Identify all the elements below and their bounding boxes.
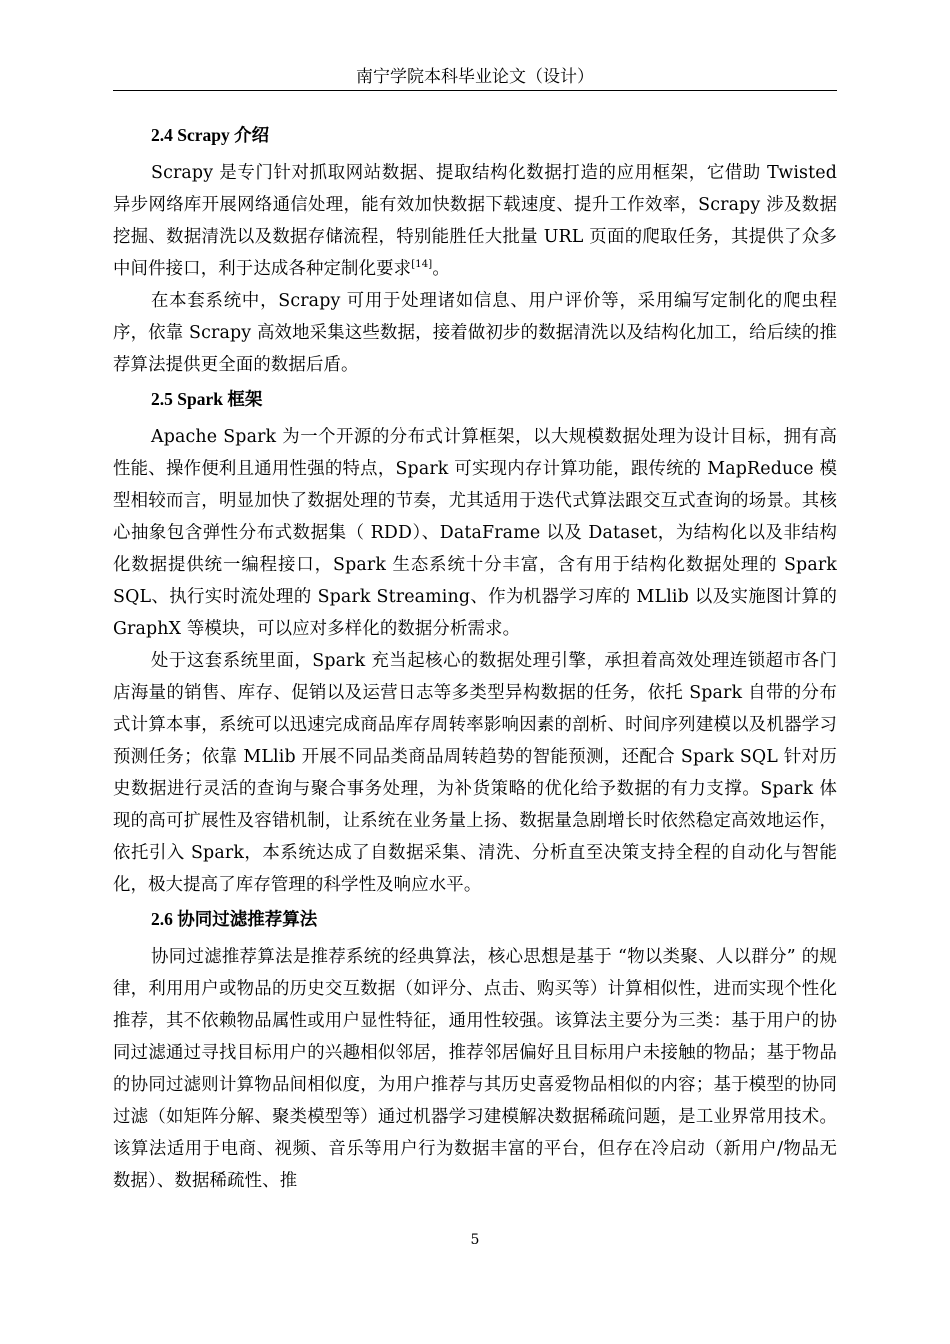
paragraph: 处于这套系统里面，Spark 充当起核心的数据处理引擎，承担着高效处理连锁超市各门店海量的销售、库存、促销以及运营日志等多类型异构数据的任务，依托 Spark 自带的分布式计算本事，系统可以迅速完成商品库存周转率影响因素的剖析、时间序列建模以及机器学习预测任务；依靠 MLlib 开展不同品类商品周转趋势的智能预测，还配合 Spark SQL 针对历史数据进行灵活的查询与聚合事务处理，为补货策略的优化给予数据的有力支撑。Spark 体现的高可扩展性及容错机制，让系统在业务量上扬、数据量急剧增长时依然稳定高效地运作，依托引入 Spark，本系统达成了自数据采集、清洗、分析直至决策支持全程的自动化与智能化，极大提高了库存管理的科学性及响应水平。 (113, 651, 837, 895)
paragraph: Apache Spark 为一个开源的分布式计算框架，以大规模数据处理为设计目标，拥有高性能、操作便利且通用性强的特点，Spark 可实现内存计算功能，跟传统的 MapReduce 模型相较而言，明显加快了数据处理的节奏，尤其适用于迭代式算法跟交互式查询的场景。其核心抽象包含弹性分布式数据集（ RDD）、DataFrame 以及 Dataset，为结构化以及非结构化数据提供统一编程接口，Spark 生态系统十分丰富，含有用于结构化数据处理的 Spark SQL、执行实时流处理的 Spark Streaming、作为机器学习库的 MLlib 以及实施图计算的 GraphX 等模块，可以应对多样化的数据分析需求。 (113, 427, 837, 639)
section-heading: 2.6 协同过滤推荐算法 (151, 909, 318, 929)
section-2-6 (113, 903, 837, 1197)
header-rule (113, 90, 837, 91)
paragraph (113, 157, 837, 285)
paragraph-text: Scrapy 是专门针对抓取网站数据、提取结构化数据打造的应用框架，它借助 Twisted 异步网络库开展网络通信处理，能有效加快数据下载速度、提升工作效率，Scrapy 涉及数据挖掘、数据清洗以及数据存储流程，特别能胜任大批量 URL 页面的爬取任务，其提供了众多中间件接口，利于达成各种定制化要求 (113, 163, 837, 279)
running-header: 南宁学院本科毕业论文（设计） (356, 67, 594, 87)
paragraph-tail: 。 (432, 259, 450, 279)
paragraph: 协同过滤推荐算法是推荐系统的经典算法，核心思想是基于 “物以类聚、人以群分” 的规律，利用用户或物品的历史交互数据（如评分、点击、购买等）计算相似性，进而实现个性化推荐，其不依赖物品属性或用户显性特征，通用性较强。该算法主要分为三类：基于用户的协同过滤通过寻找目标用户的兴趣相似邻居，推荐邻居偏好且目标用户未接触的物品；基于物品的协同过滤则计算物品间相似度，为用户推荐与其历史喜爱物品相似的内容；基于模型的协同过滤（如矩阵分解、聚类模型等）通过机器学习建模解决数据稀疏问题，是工业界常用技术。该算法适用于电商、视频、音乐等用户行为数据丰富的平台，但存在冷启动（新用户/物品无数据）、数据稀疏性、推 (113, 947, 837, 1191)
section-2-5 (113, 383, 837, 901)
paragraph: 在本套系统中，Scrapy 可用于处理诸如信息、用户评价等，采用编写定制化的爬虫程序，依靠 Scrapy 高效地采集这些数据，接着做初步的数据清洗以及结构化加工，给后续的推荐算法提供更全面的数据后盾。 (113, 291, 837, 375)
section-heading: 2.4 Scrapy 介绍 (151, 125, 270, 145)
page-number: 5 (470, 1232, 480, 1248)
section-heading: 2.5 Spark 框架 (151, 389, 263, 409)
section-2-4 (113, 119, 837, 381)
citation: [14] (411, 259, 433, 271)
page-body (113, 117, 837, 1197)
